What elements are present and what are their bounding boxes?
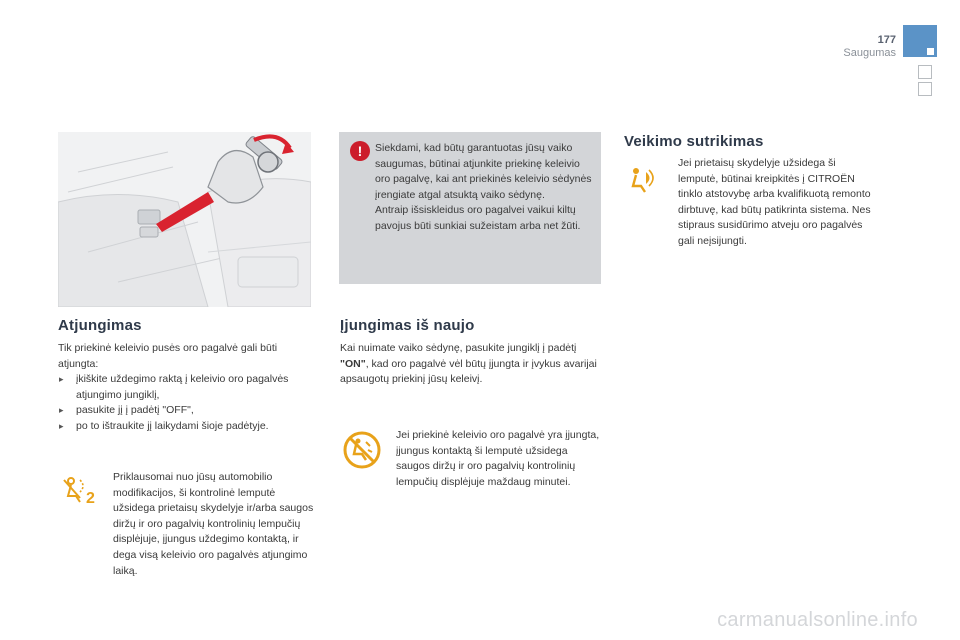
heading-malfunction: Veikimo sutrikimas <box>624 133 764 150</box>
chapter-tab <box>903 25 937 57</box>
disable-instructions <box>58 341 320 435</box>
reactivate-text <box>340 341 602 388</box>
svg-text:2: 2 <box>86 490 95 506</box>
heading-disable: Atjungimas <box>58 317 142 334</box>
reactivate-text-before: Kai nuimate vaiko sėdynę, pasukite jungiklį į padėtį <box>340 342 577 354</box>
disable-note: Priklausomai nuo jūsų automobilio modifikacijos, ši kontrolinė lemputė užsidega prietaisų skydelyje ir/arba saugos diržų ir oro pagalvių kontrolinių lempučių displėjuje, įjungus uždegimo kontaktą, ir dega visą keleivio oro pagalvės atjungimo laiką. <box>113 471 314 577</box>
page-number: 177 <box>877 34 896 46</box>
reactivate-text-after: , kad oro pagalvė vėl būtų įjungta ir įvykus avarijai apsaugotų priekinį jūsų keleivį. <box>340 357 597 386</box>
watermark: carmanualsonline.info <box>717 609 918 631</box>
airbag-switch-illustration <box>58 132 311 307</box>
exclamation-warning-icon: ! <box>350 141 370 161</box>
warning-box <box>339 132 601 284</box>
malfunction-note: Jei prietaisų skydelyje užsidega ši lemputė, būtinai kreipkitės į CITROËN tinklo atstovybę arba kvalifikuotą remonto dirbtuvę, kad būtų patikrinta sistema. Nes stipraus susidūrimo atveju oro pagalvės gali neįsijungti. <box>678 157 871 247</box>
reactivate-note: Jei priekinė keleivio oro pagalvė yra įjungta, įjungus kontaktą ši lemputė užsidega saugos diržų ir oro pagalvių kontrolinių lempučių displėjuje maždaug minutei. <box>396 429 600 488</box>
heading-reactivate: Įjungimas iš naujo <box>340 317 475 334</box>
nav-box-2 <box>918 82 932 96</box>
disable-intro: Tik priekinė keleivio pusės oro pagalvė gali būti atjungta: <box>58 342 278 370</box>
airbag-on-icon <box>342 430 382 470</box>
airbag-off-2-icon <box>62 476 100 506</box>
tab-marker <box>927 48 934 55</box>
section-title: Saugumas <box>843 47 896 59</box>
disable-steps <box>58 372 320 434</box>
warning-text-2: Antraip išsiskleidus oro pagalvei vaikui kiltų pavojus būti sunkiai sužeistam arba net žūti. <box>375 204 581 232</box>
warning-text <box>375 141 593 235</box>
disable-step-3: ▸ po to ištraukite jį laikydami šioje padėtyje. <box>58 419 320 435</box>
dashboard-drawing <box>58 132 311 307</box>
disable-step-1: ▸ įkiškite uždegimo raktą į keleivio oro pagalvės atjungimo jungiklį, <box>58 372 320 403</box>
warning-text-1: Siekdami, kad būtų garantuotas jūsų vaiko saugumas, būtinai atjunkite priekinę keleivio oro pagalvę, kai ant priekinės keleivio sėdynės įrengiate atgal atsuktą vaiko sėdynę. <box>375 142 592 201</box>
disable-step-2: ▸ pasukite jį į padėtį "OFF", <box>58 403 320 419</box>
nav-box-1 <box>918 65 932 79</box>
airbag-fault-icon <box>627 166 663 194</box>
on-label: "ON" <box>340 357 366 370</box>
